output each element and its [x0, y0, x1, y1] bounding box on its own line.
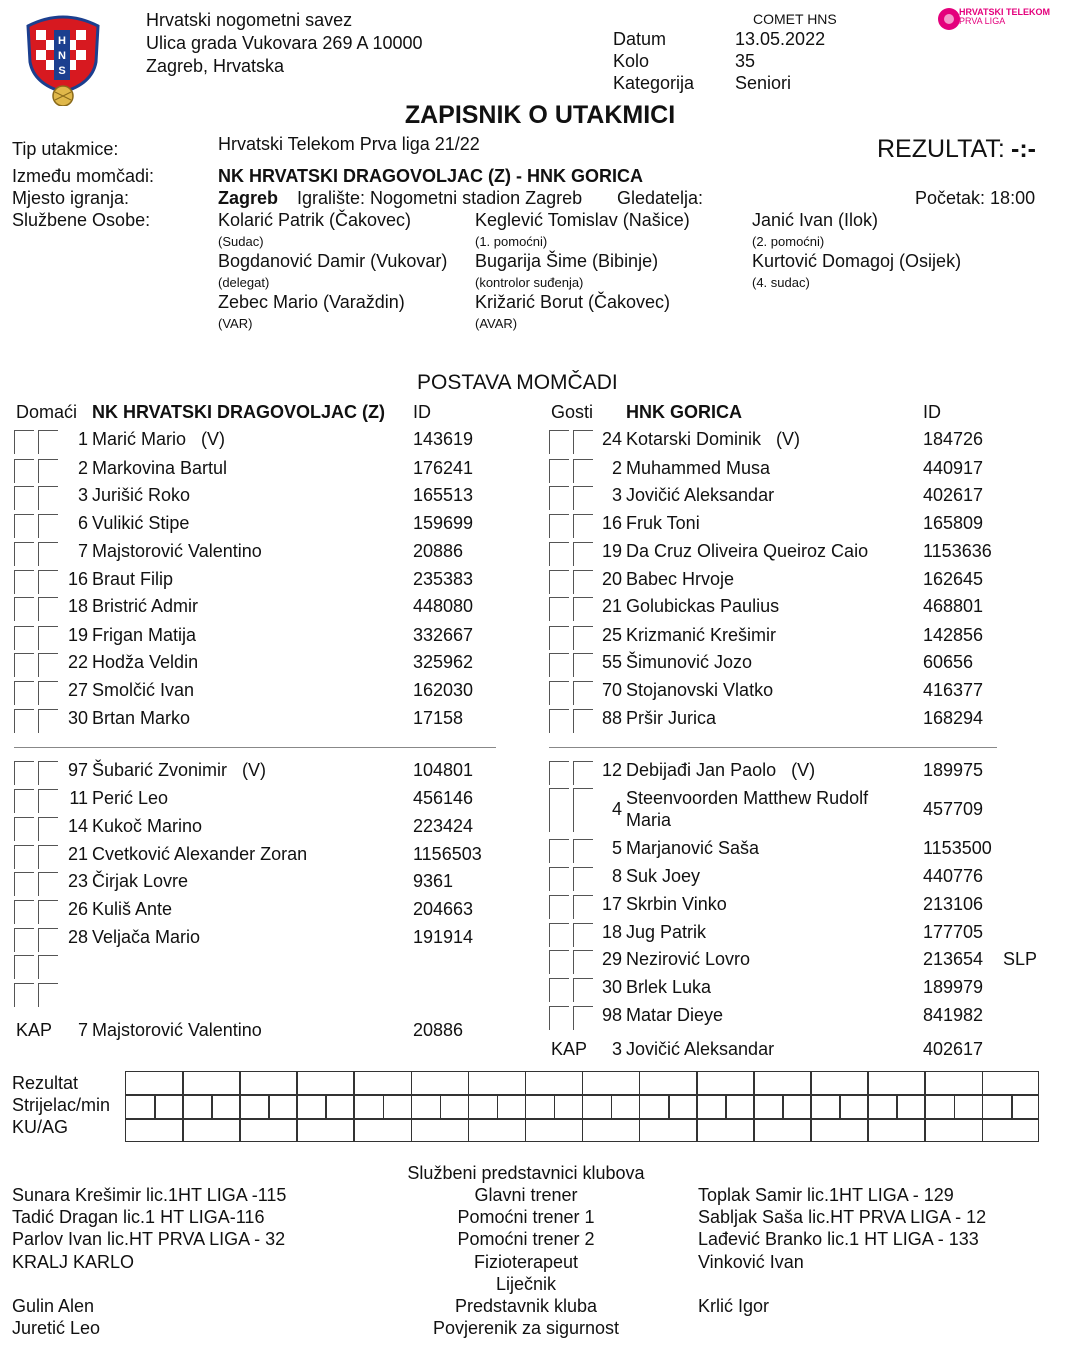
official-role-label: Povjerenik za sigurnost [432, 1318, 620, 1338]
home-player-number: 21 [67, 844, 88, 864]
away-subs-divider [549, 747, 997, 748]
grid-col-line [810, 1071, 812, 1142]
home-official: Juretić Leo [12, 1318, 101, 1338]
lineup-title: POSTAVA MOMČADI [417, 371, 618, 394]
official-name: Križarić Borut (Čakovec) [475, 292, 671, 312]
home-captain-label: KAP [16, 1020, 53, 1040]
grid-col-line [239, 1071, 241, 1142]
home-side-label: Domaći [16, 402, 78, 422]
away-player-number: 8 [611, 866, 622, 886]
home-player-number: 3 [77, 485, 88, 505]
away-player-number: 21 [601, 596, 622, 616]
away-player-name: Skrbin Vinko [626, 894, 727, 914]
away-player-name: Da Cruz Oliveira Queiroz Caio [626, 541, 869, 561]
official-name: Kolarić Patrik (Čakovec) [218, 210, 412, 230]
away-player-name: Suk Joey [626, 866, 701, 886]
away-player-id: 841982 [923, 1005, 984, 1025]
home-player-name: Šubarić Zvonimir (V) [92, 760, 267, 780]
hns-crest-logo [22, 12, 104, 111]
teams-label: Između momčadi: [12, 166, 155, 186]
away-player-number: 5 [611, 838, 622, 858]
away-player-name: Jovičić Aleksandar [626, 485, 775, 505]
match-type-label: Tip utakmice: [12, 139, 119, 159]
away-player-name: Debijađi Jan Paolo (V) [626, 760, 816, 780]
away-player-id: 189975 [923, 760, 984, 780]
away-player-number: 16 [601, 513, 622, 533]
away-official: Toplak Samir lic.1HT LIGA - 129 [698, 1185, 954, 1205]
home-official: Sunara Krešimir lic.1HT LIGA -115 [12, 1185, 287, 1205]
comet-label: COMET HNS [753, 11, 837, 27]
league-ball-icon [937, 7, 961, 31]
home-player-id: 1156503 [413, 844, 482, 864]
page-title: ZAPISNIK O UTAKMICI [404, 101, 676, 129]
away-player-number: 19 [601, 541, 622, 561]
venue-label: Mjesto igranja: [12, 188, 130, 208]
grid-col-line [182, 1071, 184, 1142]
league-logo-line2: PRVA LIGA [959, 16, 1006, 26]
official-role: (Sudac) [218, 234, 264, 249]
home-player-name: Braut Filip [92, 569, 174, 589]
away-player-name: Marjanović Saša [626, 838, 760, 858]
home-player-number: 18 [67, 596, 88, 616]
official-role-label: Predstavnik kluba [454, 1296, 598, 1316]
home-player-id: 104801 [413, 760, 474, 780]
away-captain-number: 3 [611, 1039, 622, 1059]
home-player-number: 16 [67, 569, 88, 589]
round-value: 35 [735, 51, 756, 71]
home-captain-number: 7 [77, 1020, 88, 1040]
away-captain-label: KAP [551, 1039, 588, 1059]
away-player-number: 29 [601, 949, 622, 969]
home-player-id: 223424 [413, 816, 474, 836]
grid-sub-line [896, 1094, 898, 1118]
grid-sub-line [554, 1094, 556, 1118]
away-official: Krlić Igor [698, 1296, 770, 1316]
grid-col-line [696, 1071, 698, 1142]
away-captain-id: 402617 [923, 1039, 984, 1059]
away-player-name: Steenvoorden Matthew Rudolf [626, 788, 869, 808]
home-player-name: Bristrić Admir [92, 596, 199, 616]
grid-sub-line [154, 1094, 156, 1118]
league-logo-line1: HRVATSKI TELEKOM [959, 7, 1051, 17]
grid-col-line [411, 1071, 413, 1142]
grid-sub-line [1011, 1094, 1013, 1118]
home-player-number: 22 [67, 652, 88, 672]
home-player-name: Hodža Veldin [92, 652, 199, 672]
away-player-name: Fruk Toni [626, 513, 700, 533]
home-subs-divider [14, 747, 496, 748]
crest-letter-s: S [58, 65, 66, 77]
home-player-number: 19 [67, 625, 88, 645]
away-player-name: Muhammed Musa [626, 458, 771, 478]
away-player-id: 440776 [923, 866, 984, 886]
away-player-id: 168294 [923, 708, 984, 728]
date-value: 13.05.2022 [735, 29, 826, 49]
home-player-id: 176241 [413, 458, 474, 478]
away-player-id: 416377 [923, 680, 984, 700]
away-player-name: Pršir Jurica [626, 708, 717, 728]
away-player-id: 184726 [923, 429, 984, 449]
home-player-name: Smolčić Ivan [92, 680, 195, 700]
grid-col-line [296, 1071, 298, 1142]
official-role: (VAR) [218, 316, 253, 331]
away-player-number: 98 [601, 1005, 622, 1025]
grid-col-line [639, 1071, 641, 1142]
league-logo [937, 6, 1051, 34]
away-player-number: 18 [601, 922, 622, 942]
official-name: Janić Ivan (Ilok) [752, 210, 879, 230]
away-player-id: 142856 [923, 625, 984, 645]
away-player-id: 177705 [923, 922, 984, 942]
crest-letter-n: N [58, 50, 66, 62]
official-name: Keglević Tomislav (Našice) [475, 210, 690, 230]
home-player-name: Jurišić Roko [92, 485, 191, 505]
org-name: Hrvatski nogometni savez [146, 10, 353, 30]
grid-sub-line [611, 1094, 613, 1118]
org-city: Zagreb, Hrvatska [146, 56, 285, 76]
teams-value: NK HRVATSKI DRAGOVOLJAC (Z) - HNK GORICA [218, 166, 643, 186]
official-role-label: Glavni trener [474, 1185, 578, 1205]
official-role: (4. sudac) [752, 275, 810, 290]
away-player-number: 20 [601, 569, 622, 589]
home-player-id: 165513 [413, 485, 474, 505]
spectators-label: Gledatelja: [617, 188, 704, 208]
away-player-number: 12 [601, 760, 622, 780]
away-player-name: Šimunović Jozo [626, 652, 753, 672]
ground-value: Igralište: Nogometni stadion Zagreb [297, 188, 583, 208]
home-player-id: 17158 [413, 708, 464, 728]
grid-col-line [753, 1071, 755, 1142]
official-role-label: Pomoćni trener 1 [457, 1207, 595, 1227]
home-player-name: Perić Leo [92, 788, 169, 808]
grid-sub-line [383, 1094, 385, 1118]
home-player-name: Markovina Bartul [92, 458, 228, 478]
away-player-name: Brlek Luka [626, 977, 712, 997]
home-captain-id: 20886 [413, 1020, 464, 1040]
away-player-id: 213654 [923, 949, 984, 969]
away-player-id: 162645 [923, 569, 984, 589]
grid-label-scorer: Strijelac/min [12, 1095, 111, 1115]
home-player-number: 23 [67, 871, 88, 891]
grid-label-result: Rezultat [12, 1073, 79, 1093]
home-player-number: 30 [67, 708, 88, 728]
away-player-name: Jug Patrik [626, 922, 707, 942]
home-id-header: ID [413, 402, 431, 422]
away-player-id: 440917 [923, 458, 984, 478]
org-street: Ulica grada Vukovara 269 A 10000 [146, 33, 423, 53]
away-player-number: 30 [601, 977, 622, 997]
grid-col-line [924, 1071, 926, 1142]
home-player-name: Kuliš Ante [92, 899, 173, 919]
away-id-header: ID [923, 402, 941, 422]
away-player-number: 4 [611, 799, 622, 819]
home-player-name: Frigan Matija [92, 625, 197, 645]
home-player-id: 332667 [413, 625, 474, 645]
kickoff-value: Početak: 18:00 [915, 188, 1036, 208]
grid-sub-line [839, 1094, 841, 1118]
grid-col-line [982, 1071, 984, 1142]
away-player-name: Krizmanić Krešimir [626, 625, 777, 645]
away-player-number: 25 [601, 625, 622, 645]
away-player-number: 24 [601, 429, 622, 449]
grid-sub-line [954, 1094, 956, 1118]
home-player-id: 191914 [413, 927, 474, 947]
grid-col-line [525, 1071, 527, 1142]
away-player-name: Golubickas Paulius [626, 596, 780, 616]
officials-label: Službene Osobe: [12, 210, 151, 230]
away-player-number: 2 [611, 458, 622, 478]
club-reps-title: Službeni predstavnici klubova [407, 1163, 645, 1183]
away-team-name: HNK GORICA [626, 402, 742, 422]
home-player-name: Cvetković Alexander Zoran [92, 844, 308, 864]
home-player-id: 235383 [413, 569, 474, 589]
away-player-name-cont: Maria [626, 810, 672, 830]
home-player-id: 143619 [413, 429, 474, 449]
away-official: Vinković Ivan [698, 1252, 804, 1272]
away-player-number: 88 [601, 708, 622, 728]
home-captain-name: Majstorović Valentino [92, 1020, 262, 1040]
category-label: Kategorija [613, 73, 695, 93]
grid-col-line [867, 1071, 869, 1142]
home-player-number: 28 [67, 927, 88, 947]
away-player-number: 55 [601, 652, 622, 672]
away-player-number: 70 [601, 680, 622, 700]
home-player-name: Marić Mario (V) [92, 429, 226, 449]
grid-sub-line [440, 1094, 442, 1118]
official-role: (2. pomoćni) [752, 234, 825, 249]
match-type-value: Hrvatski Telekom Prva liga 21/22 [218, 134, 480, 154]
home-official: Gulin Alen [12, 1296, 95, 1316]
home-player-number: 1 [77, 429, 88, 449]
home-player-number: 6 [77, 513, 88, 533]
home-player-id: 456146 [413, 788, 474, 808]
grid-col-line [468, 1071, 470, 1142]
crest-letter-h: H [58, 35, 66, 47]
away-captain-name: Jovičić Aleksandar [626, 1039, 775, 1059]
date-label: Datum [613, 29, 667, 49]
away-player-name: Kotarski Dominik (V) [626, 429, 801, 449]
home-player-number: 27 [67, 680, 88, 700]
grid-sub-line [325, 1094, 327, 1118]
result-value: -:- [1011, 135, 1036, 163]
official-role: (AVAR) [475, 316, 518, 331]
away-player-id: 1153636 [923, 541, 992, 561]
official-name: Bogdanović Damir (Vukovar) [218, 251, 448, 271]
away-player-name: Stojanovski Vlatko [626, 680, 774, 700]
home-player-number: 14 [67, 816, 88, 836]
venue-city: Zagreb [218, 188, 279, 208]
home-player-name: Vulikić Stipe [92, 513, 190, 533]
home-player-id: 448080 [413, 596, 474, 616]
home-player-number: 2 [77, 458, 88, 478]
home-team-name: NK HRVATSKI DRAGOVOLJAC (Z) [92, 402, 386, 422]
official-name: Zebec Mario (Varaždin) [218, 292, 405, 312]
grid-sub-line [211, 1094, 213, 1118]
grid-sub-line [268, 1094, 270, 1118]
result-label: REZULTAT: [877, 135, 1005, 163]
home-player-id: 159699 [413, 513, 474, 533]
home-player-name: Veljača Mario [92, 927, 201, 947]
official-role: (1. pomoćni) [475, 234, 548, 249]
official-name: Kurtović Domagoj (Osijek) [752, 251, 962, 271]
grid-sub-line [725, 1094, 727, 1118]
home-player-id: 20886 [413, 541, 464, 561]
category-value: Seniori [735, 73, 792, 93]
grid-label-cards: KU/AG [12, 1117, 69, 1137]
round-label: Kolo [613, 51, 650, 71]
official-role: (delegat) [218, 275, 270, 290]
away-player-number: 17 [601, 894, 622, 914]
home-player-id: 162030 [413, 680, 474, 700]
away-side-label: Gosti [551, 402, 594, 422]
away-player-name: Matar Dieye [626, 1005, 724, 1025]
away-player-id: 60656 [923, 652, 974, 672]
home-player-number: 11 [69, 788, 88, 808]
home-player-number: 97 [67, 760, 88, 780]
home-player-name: Kukoč Marino [92, 816, 203, 836]
home-official: Tadić Dragan lic.1 HT LIGA-116 [12, 1207, 265, 1227]
home-official: Parlov Ivan lic.HT PRVA LIGA - 32 [12, 1229, 286, 1249]
grid-col-line [353, 1071, 355, 1142]
home-player-name: Čirjak Lovre [92, 871, 189, 891]
home-player-number: 26 [67, 899, 88, 919]
grid-sub-line [497, 1094, 499, 1118]
away-official: Lađević Branko lic.1 HT LIGA - 133 [698, 1229, 979, 1249]
away-player-name: Nezirović Lovro [626, 949, 751, 969]
away-player-id: 189979 [923, 977, 984, 997]
away-player-id: 457709 [923, 799, 984, 819]
away-player-number: 3 [611, 485, 622, 505]
away-player-note: SLP [1003, 949, 1038, 969]
away-player-id: 1153500 [923, 838, 992, 858]
official-role-label: Fizioterapeut [473, 1252, 579, 1272]
official-name: Bugarija Šime (Bibinje) [475, 251, 659, 271]
grid-sub-line [668, 1094, 670, 1118]
away-official: Sabljak Saša lic.HT PRVA LIGA - 12 [698, 1207, 987, 1227]
home-player-id: 204663 [413, 899, 474, 919]
home-player-name: Brtan Marko [92, 708, 191, 728]
home-official: KRALJ KARLO [12, 1252, 135, 1272]
grid-sub-line [782, 1094, 784, 1118]
grid-col-line [582, 1071, 584, 1142]
away-player-id: 402617 [923, 485, 984, 505]
away-player-id: 213106 [923, 894, 984, 914]
home-player-id: 9361 [413, 871, 454, 891]
away-player-id: 165809 [923, 513, 984, 533]
home-player-name: Majstorović Valentino [92, 541, 262, 561]
away-player-id: 468801 [923, 596, 984, 616]
official-role-label: Liječnik [495, 1274, 557, 1294]
home-player-number: 7 [77, 541, 88, 561]
official-role: (kontrolor suđenja) [475, 275, 584, 290]
away-player-name: Babec Hrvoje [626, 569, 735, 589]
home-player-id: 325962 [413, 652, 474, 672]
official-role-label: Pomoćni trener 2 [457, 1229, 595, 1249]
